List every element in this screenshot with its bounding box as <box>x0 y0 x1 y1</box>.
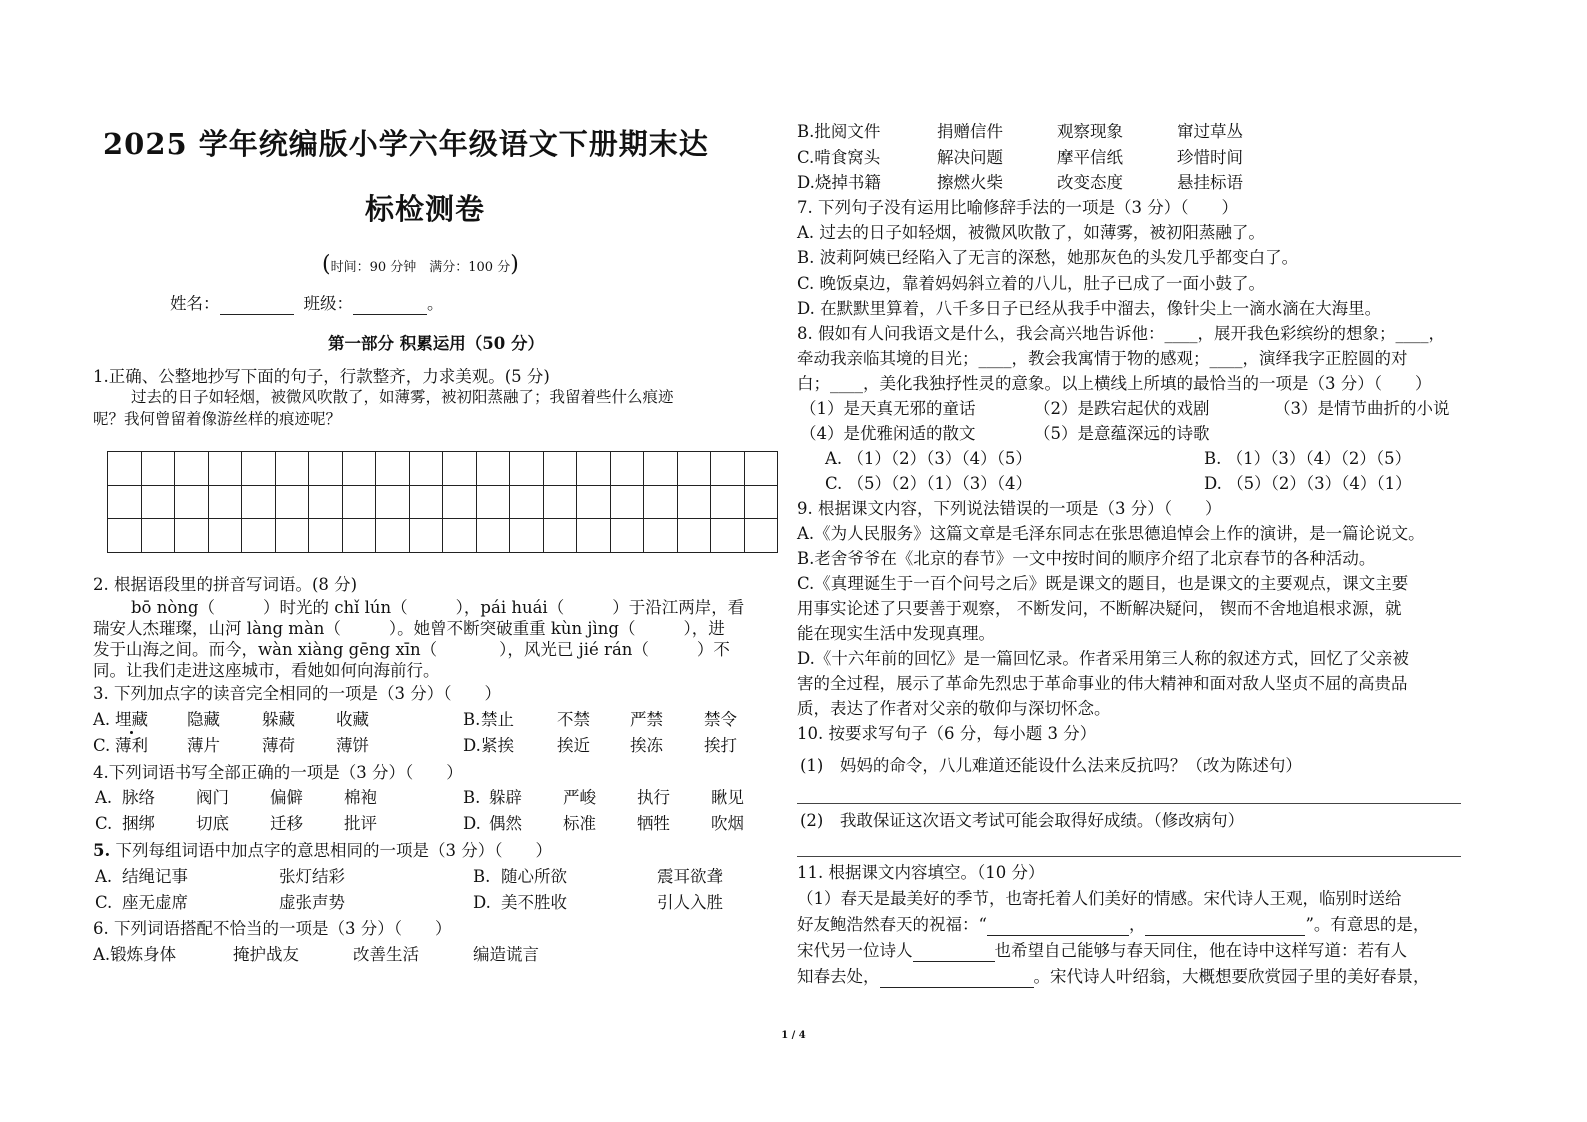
class-label: 班级： <box>303 294 353 313</box>
q1-text: 过去的日子如轻烟，被微风吹散了，如薄雾，被初阳蒸融了；我留着些什么痕迹 <box>131 388 674 406</box>
q8-stem: 白；____，美化我独抒性灵的意象。以上横线上所填的最恰当的一项是（3 分）（ ） <box>797 374 1432 393</box>
name-field[interactable] <box>220 298 294 315</box>
fill-blank[interactable] <box>1145 919 1305 936</box>
q9-option-c: 用事实论述了只要善于观察， 不断发问，不断解决疑问， 锲而不舍地追根求源，就 <box>797 599 1402 618</box>
q11-line: 宋代另一位诗人 也希望自己能够与春天同住，他在诗中这样写道：若有人 <box>797 941 1407 960</box>
q10-sub1: (1) 妈妈的命令，八儿难道还能设什么法来反抗吗？（改为陈述句） <box>800 756 1302 775</box>
page-number: 1 / 4 <box>781 1030 806 1041</box>
name-label: 姓名： <box>170 294 220 313</box>
q2-line: 发于山海之间。而今，wàn xiàng gēng xīn（ ），风光已 jié rán（ ）不 <box>93 640 730 659</box>
q9-option-c: 能在现实生活中发现真理。 <box>797 624 995 643</box>
q7-stem: 7. 下列句子没有运用比喻修辞手法的一项是（3 分）（ ） <box>797 198 1238 217</box>
q9-option-a: A.《为人民服务》这篇文章是毛泽东同志在张思德追悼会上作的演讲，是一篇论说文。 <box>797 524 1425 543</box>
answer-line[interactable] <box>797 856 1461 857</box>
page-title-line2: 标检测卷 <box>365 192 486 226</box>
q7-option-a: A. 过去的日子如轻烟，被微风吹散了，如薄雾，被初阳蒸融了。 <box>797 223 1265 242</box>
fill-blank[interactable] <box>913 945 995 962</box>
q9-option-d: 害的全过程，展示了革命先烈忠于革命事业的伟大精神和面对敌人坚贞不屈的高贵品 <box>797 674 1408 693</box>
student-info: 姓名： 班级： 。 <box>170 294 444 313</box>
q9-option-d: 质，表达了作者对父亲的敬仰与深切怀念。 <box>797 699 1111 718</box>
q5-stem: 5. 下列每组词语中加点字的意思相同的一项是（3 分）（ ） <box>93 841 552 860</box>
q9-stem: 9. 根据课文内容，下列说法错误的一项是（3 分）（ ） <box>797 499 1222 518</box>
q9-option-c: C.《真理诞生于一百个问号之后》既是课文的题目，也是课文的主要观点，课文主要 <box>797 574 1409 593</box>
fill-blank[interactable] <box>880 971 1034 988</box>
part1-title: 第一部分 积累运用（50 分） <box>328 334 544 353</box>
q10-sub2: (2) 我敢保证这次语文考试可能会取得好成绩。（修改病句） <box>800 811 1245 830</box>
page-title-line1: 2025 学年统编版小学六年级语文下册期末达 <box>103 127 709 161</box>
q7-option-c: C. 晚饭桌边，靠着妈妈斜立着的八儿，肚子已成了一面小鼓了。 <box>797 274 1266 293</box>
q11-line: （1）春天是最美好的季节，也寄托着人们美好的情感。宋代诗人王观，临别时送给 <box>797 889 1402 908</box>
q2-line: 瑞安人杰璀璨，山河 làng màn（ ）。她曾不断突破重重 kùn jìng（ ），进 <box>93 619 725 638</box>
class-field[interactable] <box>353 298 427 315</box>
exam-meta: (时间：90 分钟 满分：100 分) <box>322 252 519 277</box>
q11-stem: 11. 根据课文内容填空。（10 分） <box>797 863 1045 882</box>
q4-stem: 4.下列词语书写全部正确的一项是（3 分）（ ） <box>93 763 463 782</box>
writing-grid[interactable] <box>107 451 778 553</box>
q2-line: 同。让我们走进这座城市，看她如何向海前行。 <box>93 661 440 680</box>
q7-option-b: B. 波莉阿姨已经陷入了无言的深愁，她那灰色的头发几乎都变白了。 <box>797 248 1299 267</box>
fill-blank[interactable] <box>987 919 1129 936</box>
q3-stem: 3. 下列加点字的读音完全相同的一项是（3 分）（ ） <box>93 684 501 703</box>
q2-stem: 2. 根据语段里的拼音写词语。(8 分) <box>93 575 358 594</box>
q9-option-b: B.老舍爷爷在《北京的春节》一文中按时间的顺序介绍了北京春节的各种活动。 <box>797 549 1376 568</box>
answer-line[interactable] <box>797 803 1461 804</box>
q2-line: bō nòng（ ）时光的 chǐ lún（ ），pái huái（ ）于沿江两岸，看 <box>131 598 745 617</box>
q6-stem: 6. 下列词语搭配不恰当的一项是（3 分）（ ） <box>93 919 452 938</box>
q1-text: 呢？我何曾留着像游丝样的痕迹呢？ <box>93 410 342 428</box>
q8-stem: 8. 假如有人问我语文是什么，我会高兴地告诉他：____，展开我色彩缤纷的想象；____， <box>797 324 1445 343</box>
q9-option-d: D.《十六年前的回忆》是一篇回忆录。作者采用第三人称的叙述方式，回忆了父亲被 <box>797 649 1409 668</box>
q10-stem: 10. 按要求写句子（6 分，每小题 3 分） <box>797 724 1097 743</box>
q8-stem: 牵动我亲临其境的目光；____，教会我寓情于物的感观；____，演绎我字正腔圆的对 <box>797 349 1408 368</box>
q11-line: 知春去处， 。宋代诗人叶绍翁，大概想要欣赏园子里的美好春景， <box>797 967 1430 986</box>
q7-option-d: D. 在默默里算着，八千多日子已经从我手中溜去，像针尖上一滴水滴在大海里。 <box>797 299 1382 318</box>
q1-stem: 1.正确、公整地抄写下面的句子，行款整齐，力求美观。(5 分) <box>93 367 550 386</box>
q11-line: 好友鲍浩然春天的祝福：“ ， ”。有意思的是， <box>797 915 1430 934</box>
